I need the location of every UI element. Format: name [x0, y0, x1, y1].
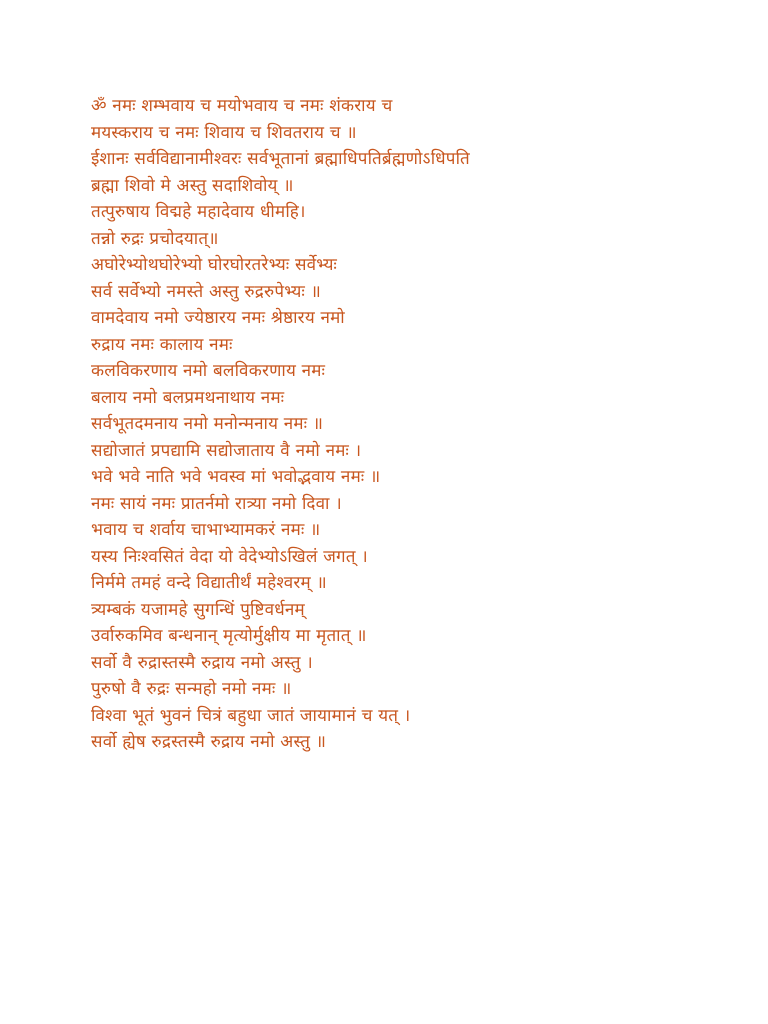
verse-line: तत्पुरुषाय विद्महे महादेवाय धीमहि। — [91, 202, 306, 222]
verse-line: उर्वारुकमिव बन्धनान् मृत्योर्मुक्षीय मा मृतात् ॥ — [91, 626, 367, 646]
verse-line: मयस्कराय च नमः शिवाय च शिवतराय च ॥ — [91, 122, 357, 143]
verse-line: ईशानः सर्वविद्यानामीश्वरः सर्वभूतानां ब्रह्माधिपतिर्ब्रह्मणोऽधिपति — [91, 149, 470, 169]
verse-line: रुद्राय नमः कालाय नमः — [91, 334, 233, 355]
verse-line: तन्नो रुद्रः प्रचोदयात्॥ — [91, 228, 219, 249]
verse-line: अघोरेभ्योथघोरेभ्यो घोरघोरतरेभ्यः सर्वेभ्यः — [91, 255, 338, 275]
verse-line: ब्रह्मा शिवो मे अस्तु सदाशिवोय् ॥ — [91, 175, 294, 196]
verse-list — [91, 93, 751, 756]
verse-line: सर्व सर्वेभ्यो नमस्ते अस्तु रुद्ररुपेभ्यः ॥ — [91, 281, 322, 302]
verse-line: निर्ममे तमहं वन्दे विद्यातीर्थं महेश्वरम् ॥ — [91, 573, 327, 593]
verse-line: सर्वभूतदमनाय नमो मनोन्मनाय नमः ॥ — [91, 414, 324, 434]
verse-line: पुरुषो वै रुद्रः सन्महो नमो नमः ॥ — [91, 679, 292, 699]
verse-line: नमः सायं नमः प्रातर्नमो रात्र्या नमो दिवा । — [91, 493, 342, 514]
verse-line: सर्वो ह्येष रुद्रस्तस्मै रुद्राय नमो अस्तु ॥ — [91, 732, 327, 752]
verse-line: बलाय नमो बलप्रमथनाथाय नमः — [91, 387, 285, 408]
verse-line: कलविकरणाय नमो बलविकरणाय नमः — [91, 361, 326, 381]
verse-line: ॐ नमः शम्भवाय च मयोभवाय च नमः शंकराय च — [91, 96, 393, 116]
verse-line: सर्वो वै रुद्रास्तस्मै रुद्राय नमो अस्तु । — [91, 652, 313, 673]
verse-line: त्र्यम्बकं यजामहे सुगन्धिं पुष्टिवर्धनम् — [91, 599, 305, 620]
verse-line: यस्य निःश्वसितं वेदा यो वेदेभ्योऽखिलं जगत् । — [91, 546, 368, 567]
verse-line: विश्वा भूतं भुवनं चित्रं बहुधा जातं जायामानं च यत् । — [91, 705, 411, 726]
verse-line: भवे भवे नाति भवे भवस्व मां भवोद्भवाय नमः ॥ — [91, 467, 381, 487]
verse-line: वामदेवाय नमो ज्येष्ठारय नमः श्रेष्ठारय नमो — [91, 308, 345, 328]
verse-line: सद्योजातं प्रपद्यामि सद्योजाताय वै नमो नमः । — [91, 440, 362, 461]
verse-line: भवाय च शर्वाय चाभाभ्यामकरं नमः ॥ — [91, 520, 321, 540]
